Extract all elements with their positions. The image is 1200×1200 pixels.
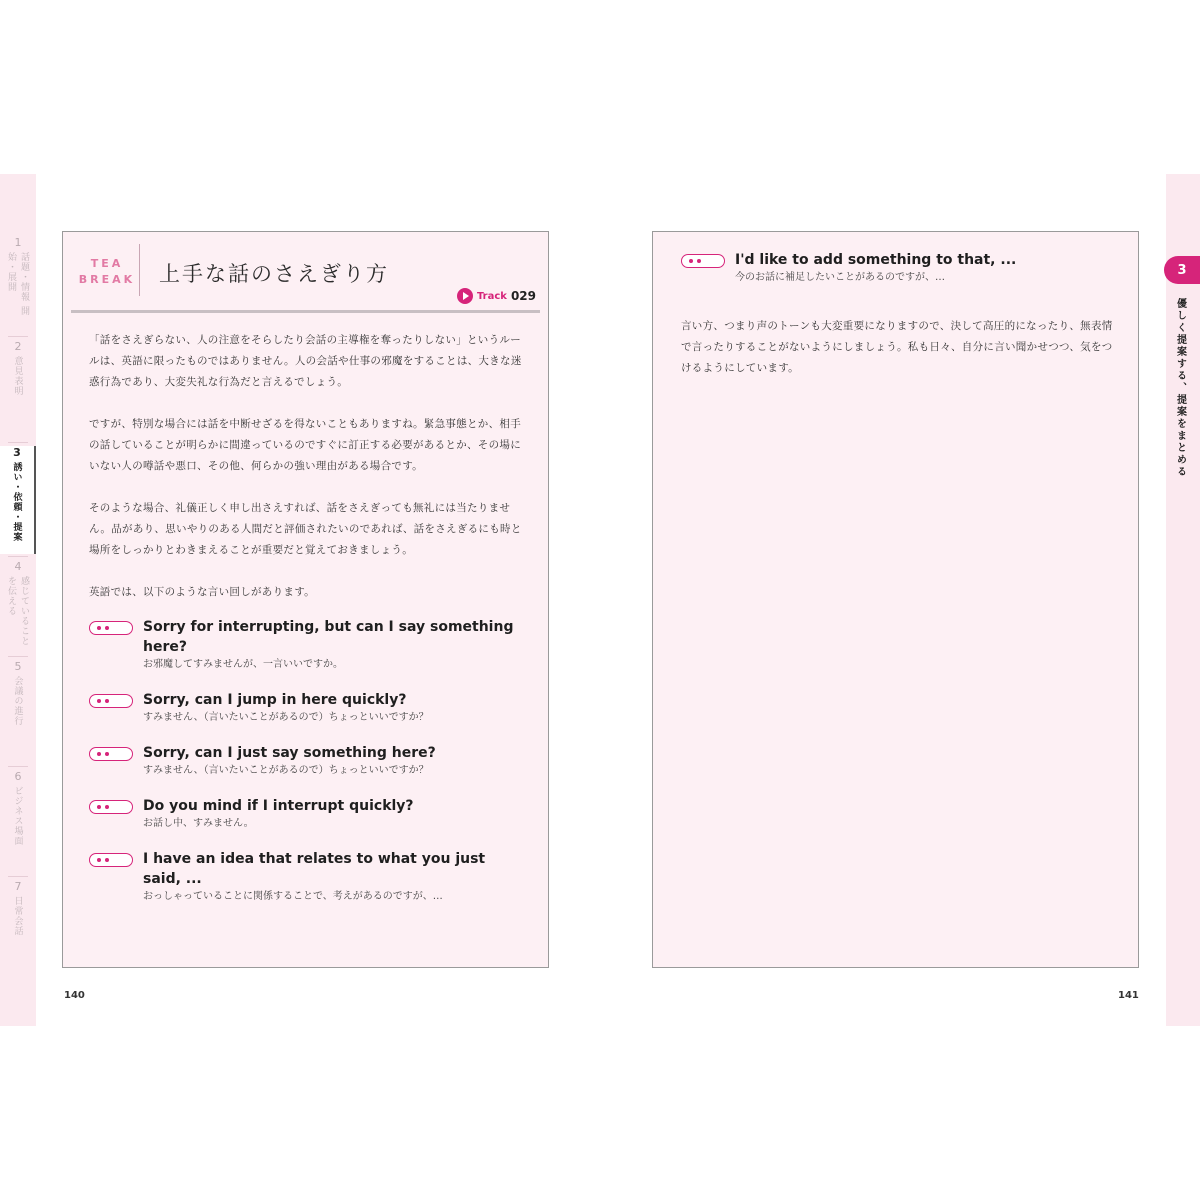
paragraph: 英語では、以下のような言い回しがあります。 bbox=[89, 586, 315, 598]
chapter-tab-label: 日常会話 bbox=[12, 896, 23, 936]
tea-break-header bbox=[63, 232, 548, 312]
phrase-item bbox=[681, 250, 1116, 286]
audio-pill-icon[interactable] bbox=[681, 254, 725, 268]
phrase-english: Sorry, can I jump in here quickly? bbox=[143, 692, 407, 708]
audio-pill-icon[interactable] bbox=[89, 621, 133, 635]
phrase-japanese: おっしゃっていることに関係することで、考えがあるのですが、… bbox=[143, 891, 443, 902]
chapter-tab-1[interactable] bbox=[0, 236, 36, 330]
phrase-japanese: すみません、（言いたいことがあるので）ちょっといいですか？ bbox=[143, 765, 429, 776]
phrase-item bbox=[89, 849, 526, 905]
header-rule bbox=[71, 310, 540, 313]
chapter-tab-number: 6 bbox=[14, 770, 22, 783]
chapter-tab-7[interactable] bbox=[0, 880, 36, 970]
chapter-number-badge: 3 bbox=[1164, 256, 1200, 284]
play-icon[interactable] bbox=[457, 288, 473, 304]
chapter-tab-separator bbox=[8, 766, 28, 767]
chapter-tab-6[interactable] bbox=[0, 770, 36, 870]
phrase-list bbox=[89, 617, 526, 905]
chapter-tab-label: ビジネス場面 bbox=[12, 786, 23, 846]
audio-track[interactable] bbox=[457, 288, 536, 304]
track-number: 029 bbox=[510, 289, 536, 303]
audio-pill-icon[interactable] bbox=[89, 853, 133, 867]
page-number-left: 140 bbox=[64, 990, 85, 1001]
chapter-tab-separator bbox=[8, 876, 28, 877]
audio-pill-icon[interactable] bbox=[89, 800, 133, 814]
phrase-english: I have an idea that relates to what you just said, ... bbox=[143, 851, 486, 887]
chapter-title-vertical: 優しく提案する、提案をまとめる bbox=[1174, 298, 1186, 478]
chapter-tab-separator bbox=[8, 336, 28, 337]
chapter-tab-number: 4 bbox=[14, 560, 22, 573]
paragraph: ですが、特別な場合には話を中断せざるを得ないこともありますね。緊急事態とか、相手の話していることが明らかに間違っているのですぐに訂正する必要があるとか、その場にいない人の噂話や悪口、その他、何らかの強い理由がある場合です。 bbox=[89, 418, 521, 472]
continuation-body bbox=[681, 250, 1116, 379]
chapter-tab-2[interactable] bbox=[0, 340, 36, 436]
tea-break-panel bbox=[62, 231, 549, 968]
phrase-item bbox=[89, 796, 526, 832]
chapter-tab-label: 会議の進行 bbox=[12, 676, 23, 726]
phrase-english: I'd like to add something to that, ... bbox=[735, 252, 1017, 268]
chapter-tab-label: 感じていることを伝える bbox=[6, 576, 29, 646]
chapter-tab-number: 5 bbox=[14, 660, 22, 673]
right-chapter-tab[interactable] bbox=[1160, 256, 1200, 478]
chapter-tab-5[interactable] bbox=[0, 660, 36, 760]
tea-break-label-line2: BREAK bbox=[78, 273, 136, 286]
chapter-tab-label: 意見表明 bbox=[12, 356, 23, 396]
page-number-right: 141 bbox=[1118, 990, 1139, 1001]
phrase-japanese: 今のお話に補足したいことがあるのですが、… bbox=[735, 272, 945, 283]
chapter-tab-number: 2 bbox=[14, 340, 22, 353]
chapter-tab-separator bbox=[8, 556, 28, 557]
chapter-tab-separator bbox=[8, 442, 28, 443]
chapter-tab-label: 話題・情報 開始・展開 bbox=[6, 252, 29, 316]
chapter-tab-3[interactable] bbox=[0, 446, 36, 554]
chapter-tab-label: 誘い・依頼・提案 bbox=[11, 462, 22, 542]
tea-break-body bbox=[89, 330, 526, 922]
chapter-tab-number: 3 bbox=[13, 446, 21, 459]
chapter-tab-4[interactable] bbox=[0, 560, 36, 650]
phrase-item bbox=[89, 690, 526, 726]
phrase-english: Sorry, can I just say something here? bbox=[143, 745, 436, 761]
paragraph: そのような場合、礼儀正しく申し出さえすれば、話をさえぎっても無礼には当たりません。品があり、思いやりのある人間だと評価されたいのであれば、話をさえぎるにも時と場所をしっかりとわきまえることが重要だと覚えておきましょう。 bbox=[89, 502, 522, 556]
paragraph: 「話をさえぎらない、人の注意をそらしたり会話の主導権を奪ったりしない」というルールは、英語に限ったものではありません。人の会話や仕事の邪魔をすることは、大きな迷惑行為であり、大変失礼な行為だと言えるでしょう。 bbox=[89, 334, 522, 388]
section-title: 上手な話のさえぎり方 bbox=[159, 262, 389, 286]
phrase-japanese: お話し中、すみません。 bbox=[143, 818, 254, 829]
tea-break-label bbox=[77, 256, 137, 288]
phrase-english: Do you mind if I interrupt quickly? bbox=[143, 798, 414, 814]
phrase-english: Sorry for interrupting, but can I say something here? bbox=[143, 619, 514, 655]
header-divider bbox=[139, 244, 140, 296]
chapter-tab-number: 7 bbox=[14, 880, 22, 893]
track-label: Track bbox=[476, 290, 507, 302]
audio-pill-icon[interactable] bbox=[89, 747, 133, 761]
phrase-japanese: すみません、（言いたいことがあるので）ちょっといいですか？ bbox=[143, 712, 429, 723]
chapter-tab-separator bbox=[8, 656, 28, 657]
phrase-item bbox=[89, 743, 526, 779]
phrase-japanese: お邪魔してすみませんが、一言いいですか。 bbox=[143, 659, 343, 670]
tea-break-label-line1: TEA bbox=[90, 257, 124, 270]
audio-pill-icon[interactable] bbox=[89, 694, 133, 708]
continuation-panel bbox=[652, 231, 1139, 968]
paragraph: 言い方、つまり声のトーンも大変重要になりますので、決して高圧的になったり、無表情で言ったりすることがないようにしましょう。私も日々、自分に言い聞かせつつ、気をつけるようにしています。 bbox=[681, 320, 1113, 374]
phrase-item bbox=[89, 617, 526, 673]
chapter-tab-number: 1 bbox=[14, 236, 22, 249]
